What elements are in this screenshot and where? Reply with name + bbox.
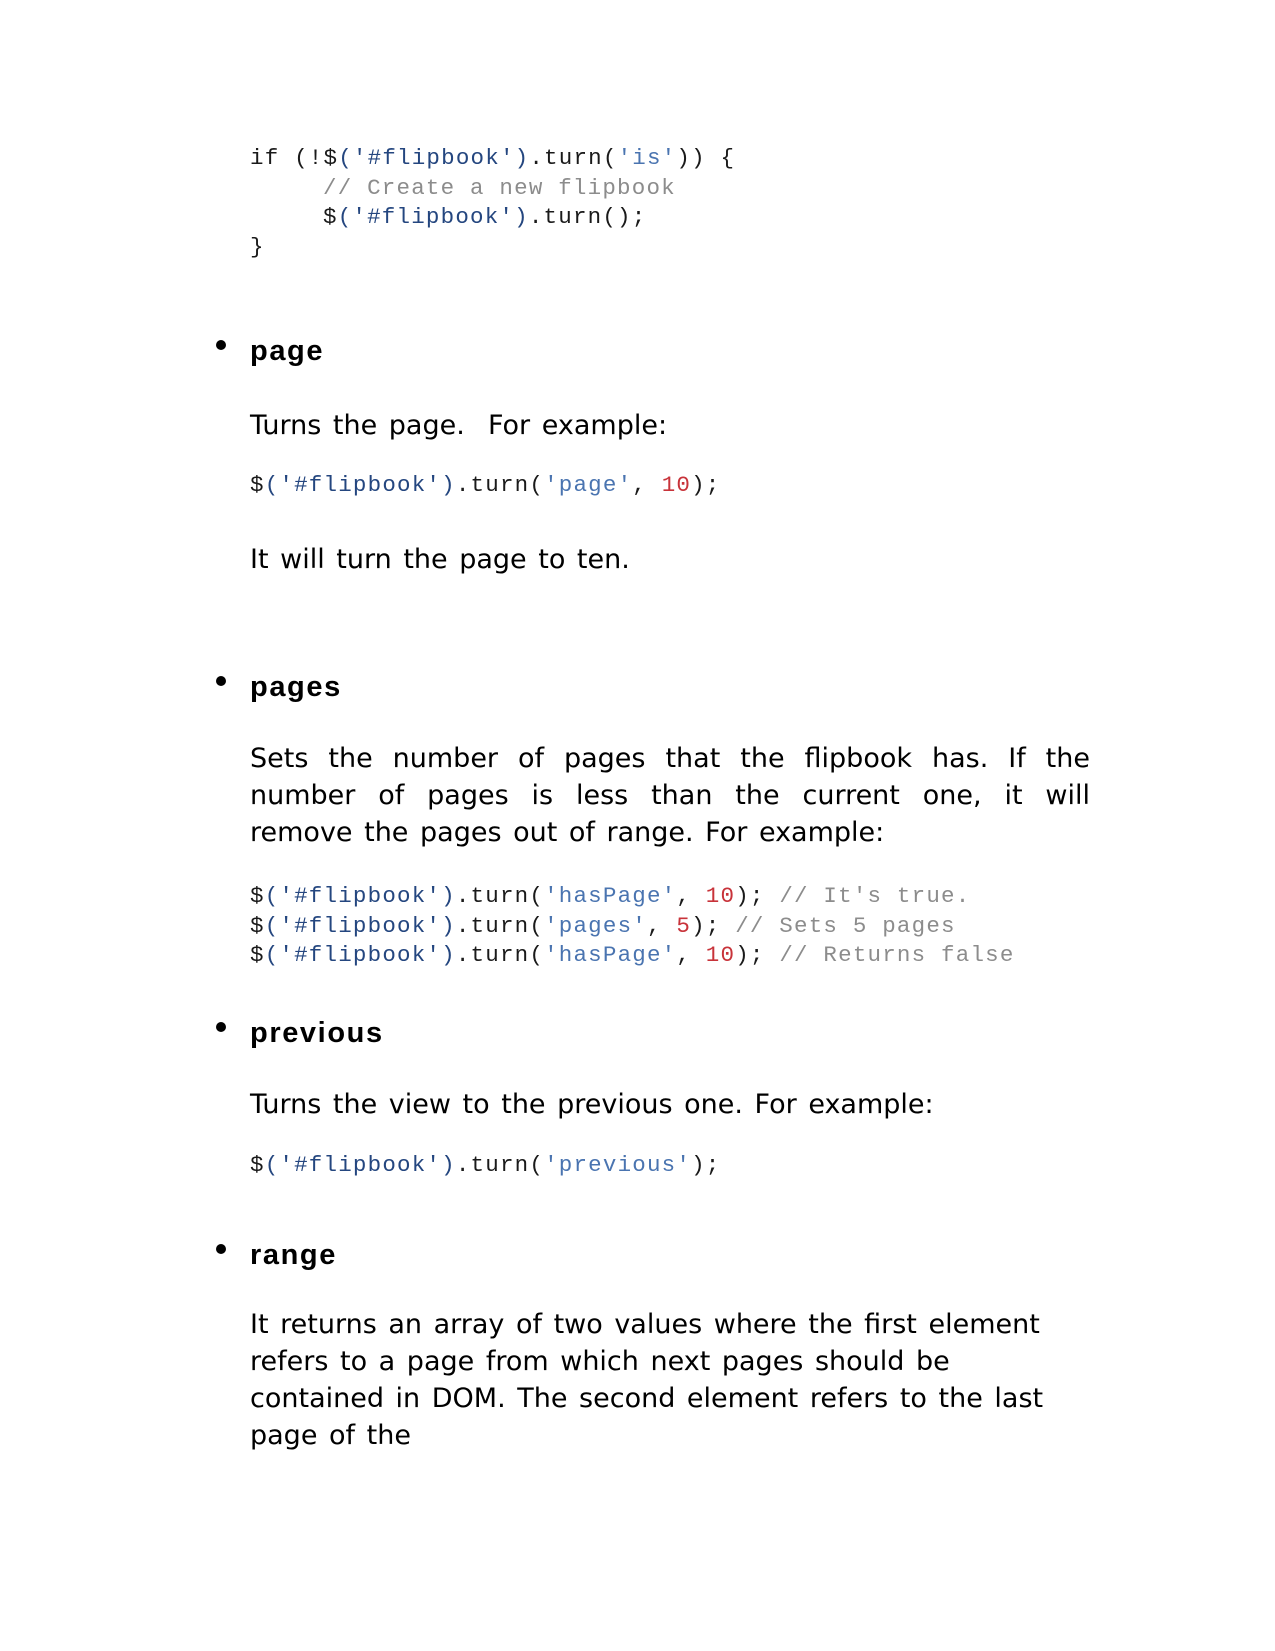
code-token: .turn( [455, 942, 545, 968]
code-token: )) { [676, 145, 736, 171]
code-token: 'pages' [544, 912, 647, 939]
code-token: ); [735, 942, 780, 968]
section-heading-page: page [250, 335, 325, 367]
code-token: , [676, 942, 706, 968]
code-block-pages [250, 882, 1015, 971]
code-token: 'previous' [544, 1152, 692, 1178]
code-token: ); [691, 472, 721, 498]
code-token: 10 [705, 942, 736, 968]
code-token: if (!$ [250, 145, 339, 171]
code-token: 10 [661, 472, 692, 498]
code-token: $ [250, 1152, 265, 1178]
code-line [250, 1151, 721, 1181]
code-line [250, 471, 721, 501]
code-token: .turn( [455, 1152, 545, 1178]
section-description-range: It returns an array of two values where the first element refers to a page from which next pages should be contained in DOM. The second element refers to the last page of the [250, 1309, 1044, 1451]
code-token: .turn(); [528, 204, 647, 230]
bullet-page [216, 340, 226, 350]
code-token: .turn( [455, 883, 545, 909]
section-description-page: Turns the page. For example: [250, 410, 668, 441]
code-token: $ [323, 204, 338, 230]
code-line [250, 174, 735, 204]
code-token: 'is' [617, 145, 677, 171]
code-token: $ [250, 883, 265, 909]
code-token: ); [735, 883, 780, 909]
code-token: ('#flipbook') [338, 145, 530, 171]
code-token: } [250, 233, 265, 260]
code-token: 'hasPage' [544, 942, 677, 968]
code-line [250, 941, 1015, 971]
bullet-previous [216, 1022, 226, 1032]
code-token: ); [691, 912, 736, 939]
section-note-page: It will turn the page to ten. [250, 544, 630, 575]
code-block-top [250, 144, 735, 262]
code-block-previous [250, 1151, 721, 1181]
code-token: 'page' [544, 472, 633, 498]
code-token: ('#flipbook') [264, 1152, 456, 1178]
section-description-pages: Sets the number of pages that the flipbook has. If the number of pages is less than the current one, it will remove the pages out of range. For example: [250, 743, 1090, 848]
code-token: .turn( [455, 472, 545, 498]
code-token: , [646, 912, 677, 939]
code-token: $ [250, 912, 265, 939]
section-heading-pages: pages [250, 671, 342, 703]
code-token: 10 [705, 883, 736, 909]
code-line [250, 912, 1015, 942]
bullet-pages [216, 676, 226, 686]
code-line [250, 233, 735, 263]
code-token: // Create a new flipbook [323, 174, 676, 201]
code-token: // Returns false [779, 942, 1015, 968]
code-token: 5 [676, 912, 692, 939]
code-line [250, 203, 735, 233]
code-token: ('#flipbook') [264, 912, 456, 939]
code-token: .turn( [455, 912, 545, 939]
code-token: ('#flipbook') [264, 942, 456, 968]
code-token: , [676, 883, 706, 909]
code-token: .turn( [529, 145, 618, 171]
code-token: // It's true. [779, 883, 971, 909]
code-token: 'hasPage' [544, 883, 677, 909]
section-heading-previous: previous [250, 1017, 384, 1049]
code-token: // Sets 5 pages [735, 912, 956, 939]
code-token: $ [250, 942, 265, 968]
bullet-range [216, 1244, 226, 1254]
code-token: ('#flipbook') [264, 472, 456, 498]
code-token: , [632, 472, 662, 498]
code-token: $ [250, 472, 265, 498]
code-line [250, 882, 1015, 912]
code-block-page [250, 471, 721, 501]
code-line [250, 144, 735, 174]
code-token: ('#flipbook') [337, 204, 529, 230]
section-description-previous: Turns the view to the previous one. For example: [250, 1089, 934, 1120]
section-heading-range: range [250, 1239, 337, 1271]
code-token: ('#flipbook') [264, 883, 456, 909]
code-token: ); [691, 1152, 721, 1178]
